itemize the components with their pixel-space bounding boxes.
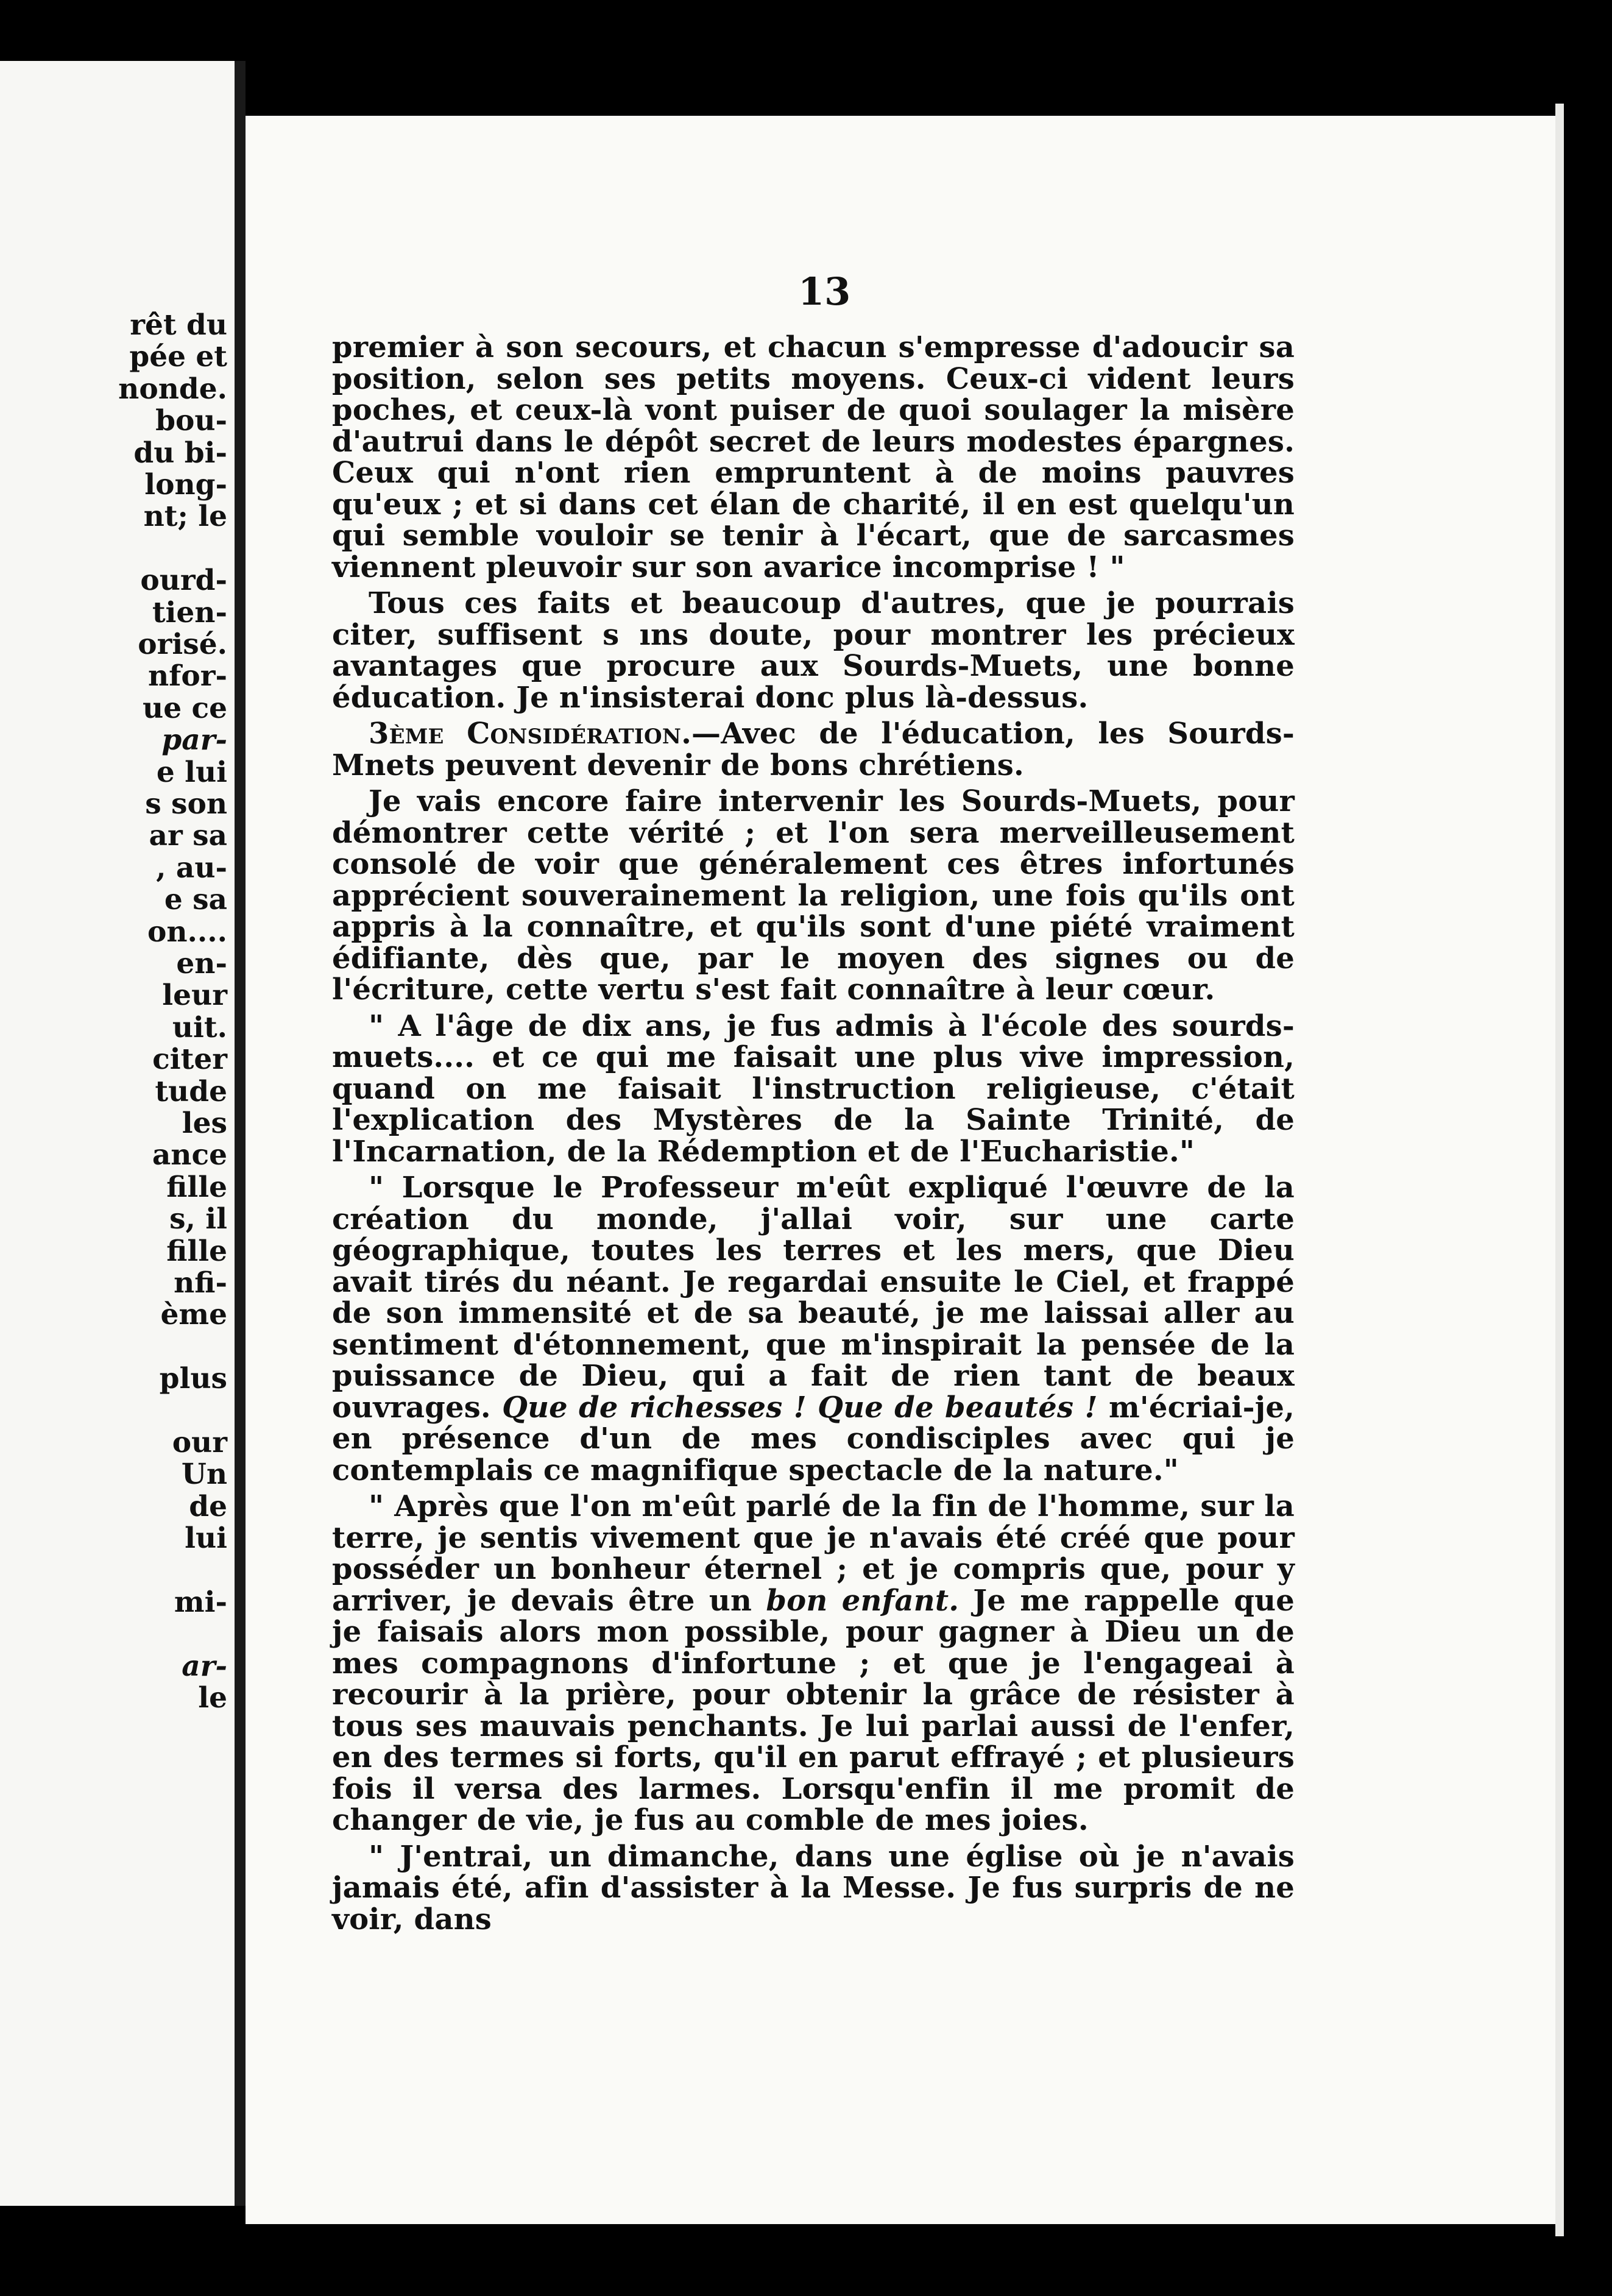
- previous-page-line: leur: [162, 979, 227, 1013]
- previous-page-line: par-: [161, 723, 227, 757]
- previous-page-line: e lui: [156, 755, 227, 789]
- previous-page-line: citer: [152, 1043, 227, 1077]
- paragraph: [332, 786, 1295, 1006]
- previous-page-line: ème: [160, 1298, 227, 1332]
- emphasis-text: Que de richesses ! Que de beautés !: [502, 1390, 1098, 1425]
- paragraph-text: Je vais encore faire intervenir les Sourds-Muets, pour démontrer cette vérité ; et l'on sera merveilleusement consolé de voir que généralement ces êtres infortunés apprécient souverainement la religion, une fois qu'ils ont appris à la connaître, et qu'ils sont d'une piété vraiment édifiante, dès que, par le moyen des signes ou de l'écriture, cette vertu s'est fait connaître à leur cœur.: [332, 784, 1295, 1007]
- previous-page-line: fille: [166, 1234, 227, 1268]
- previous-page-line: ar-: [182, 1649, 227, 1683]
- previous-page-line: , au-: [156, 851, 227, 885]
- page-body-text: [332, 332, 1295, 1940]
- previous-page-line: nfi-: [174, 1266, 227, 1300]
- previous-page-line: our: [172, 1426, 227, 1459]
- paragraph-text: m'écriai-je, en présence d'un de mes condisciples avec qui je contemplais ce magnifique spectacle de la nature.": [332, 1390, 1295, 1487]
- previous-page-line: ourd-: [140, 564, 227, 598]
- paragraph-text: Je me rappelle que je faisais alors mon possible, pour gagner à Dieu un de mes compagnons d'infortune ; et que je l'engageai à recourir à la prière, pour obtenir la grâce de résister à tous ses mauvais penchants. Je lui parlai aussi de l'enfer, en des termes si forts, qu'il en parut effrayé ; et plusieurs fois il versa des larmes. Lorsqu'enfin il me promit de changer de vie, je fus au comble de mes joies.: [332, 1583, 1295, 1837]
- emphasis-text: bon enfant.: [766, 1583, 960, 1618]
- previous-page-line: de: [189, 1489, 227, 1523]
- paragraph-text: premier à son secours, et chacun s'empresse d'adoucir sa position, selon ses petits moyens. Ceux-ci vident leurs poches, et ceux-là vont puiser de quoi soulager la misère d'autrui dans le dépôt secret de leurs modestes épargnes. Ceux qui n'ont rien empruntent à de moins pauvres qu'eux ; et si dans cet élan de charité, il en est quelqu'un qui semble vouloir se tenir à l'écart, que de sarcasmes viennent pleuvoir sur son avarice incomprise ! ": [332, 330, 1295, 584]
- previous-page-line: nt; le: [143, 500, 227, 534]
- previous-page-line: long-: [144, 468, 227, 501]
- previous-page-line: les: [182, 1107, 227, 1140]
- previous-page-line: en-: [176, 947, 227, 980]
- paragraph: [332, 718, 1295, 781]
- paragraph: [332, 1841, 1295, 1936]
- previous-page-line: le: [198, 1681, 227, 1715]
- paragraph-text: " J'entrai, un dimanche, dans une église où je n'avais jamais été, afin d'assister à la Messe. Je fus surpris de ne voir, dans: [332, 1839, 1295, 1936]
- page-number: 13: [798, 269, 851, 314]
- paragraph: [332, 1008, 1295, 1169]
- book-gutter: [235, 61, 246, 2206]
- paragraph-text: Tous ces faits et beaucoup d'autres, que je pourrais citer, suffisent s ıns doute, pour montrer les précieux avantages que procure aux Sourds-Muets, une bonne éducation. Je n'insisterai donc plus là-dessus.: [332, 586, 1295, 715]
- previous-page-line: nfor-: [147, 659, 227, 693]
- paragraph-text: —Avec de l'éducation, les Sourds-Mnets peuvent devenir de bons chrétiens.: [332, 717, 1295, 782]
- previous-page-line: nonde.: [118, 372, 227, 406]
- previous-page-line: s, il: [169, 1202, 227, 1236]
- paragraph: [332, 588, 1295, 714]
- previous-page-line: s son: [145, 787, 227, 821]
- paragraph-text: " A l'âge de dix ans, je fus admis à l'école des sourds-muets.... et ce qui me faisait une plus vive impression, quand on me faisait l'instruction religieuse, c'était l'explication des Mystères de la Sainte Trinité, de l'Incarnation, de la Rédemption et de l'Eucharistie.": [332, 1008, 1295, 1169]
- previous-page-line: Un: [181, 1458, 227, 1492]
- previous-page-line: lui: [185, 1522, 227, 1556]
- page-edge: [1555, 104, 1564, 2236]
- previous-page-line: plus: [159, 1362, 227, 1396]
- previous-page-line: orisé.: [138, 628, 227, 661]
- paragraph: [332, 1491, 1295, 1837]
- previous-page-line: rêt du: [130, 308, 227, 342]
- previous-page-line: e sa: [164, 883, 227, 917]
- previous-page-line: on....: [147, 915, 227, 949]
- previous-page-line: tien-: [152, 595, 227, 629]
- previous-page-line: ue ce: [143, 691, 227, 725]
- paragraph-text: " Après que l'on m'eût parlé de la fin de l'homme, sur la terre, je sentis vivement que je n'avais été créé que pour posséder un bonheur éternel ; et je compris que, pour y arriver, je devais être un: [332, 1489, 1295, 1618]
- previous-page-line: tude: [155, 1074, 227, 1108]
- paragraph: [332, 332, 1295, 583]
- previous-page-fragment: [0, 61, 235, 2206]
- previous-page-line: du bi-: [133, 436, 227, 470]
- previous-page-line: mi-: [174, 1586, 227, 1619]
- section-heading: 3ème Considération.: [369, 717, 692, 751]
- previous-page-line: fille: [166, 1170, 227, 1204]
- paragraph-text: " Lorsque le Professeur m'eût expliqué l'œuvre de la création du monde, j'allai voir, sur une carte géographique, toutes les terres et les mers, que Dieu avait tirés du néant. Je regardai ensuite le Ciel, et frappé de son immensité et de sa beauté, je me laissai aller au sentiment d'étonnement, que m'inspirait la pensée de la puissance de Dieu, qui a fait de rien tant de beaux ouvrages.: [332, 1171, 1295, 1425]
- previous-page-line: bou-: [155, 404, 227, 438]
- previous-page-line: pée et: [129, 340, 227, 374]
- previous-page-line: ance: [152, 1138, 227, 1172]
- previous-page-line: ar sa: [149, 819, 227, 853]
- previous-page-line: uit.: [172, 1010, 227, 1044]
- paragraph: [332, 1172, 1295, 1486]
